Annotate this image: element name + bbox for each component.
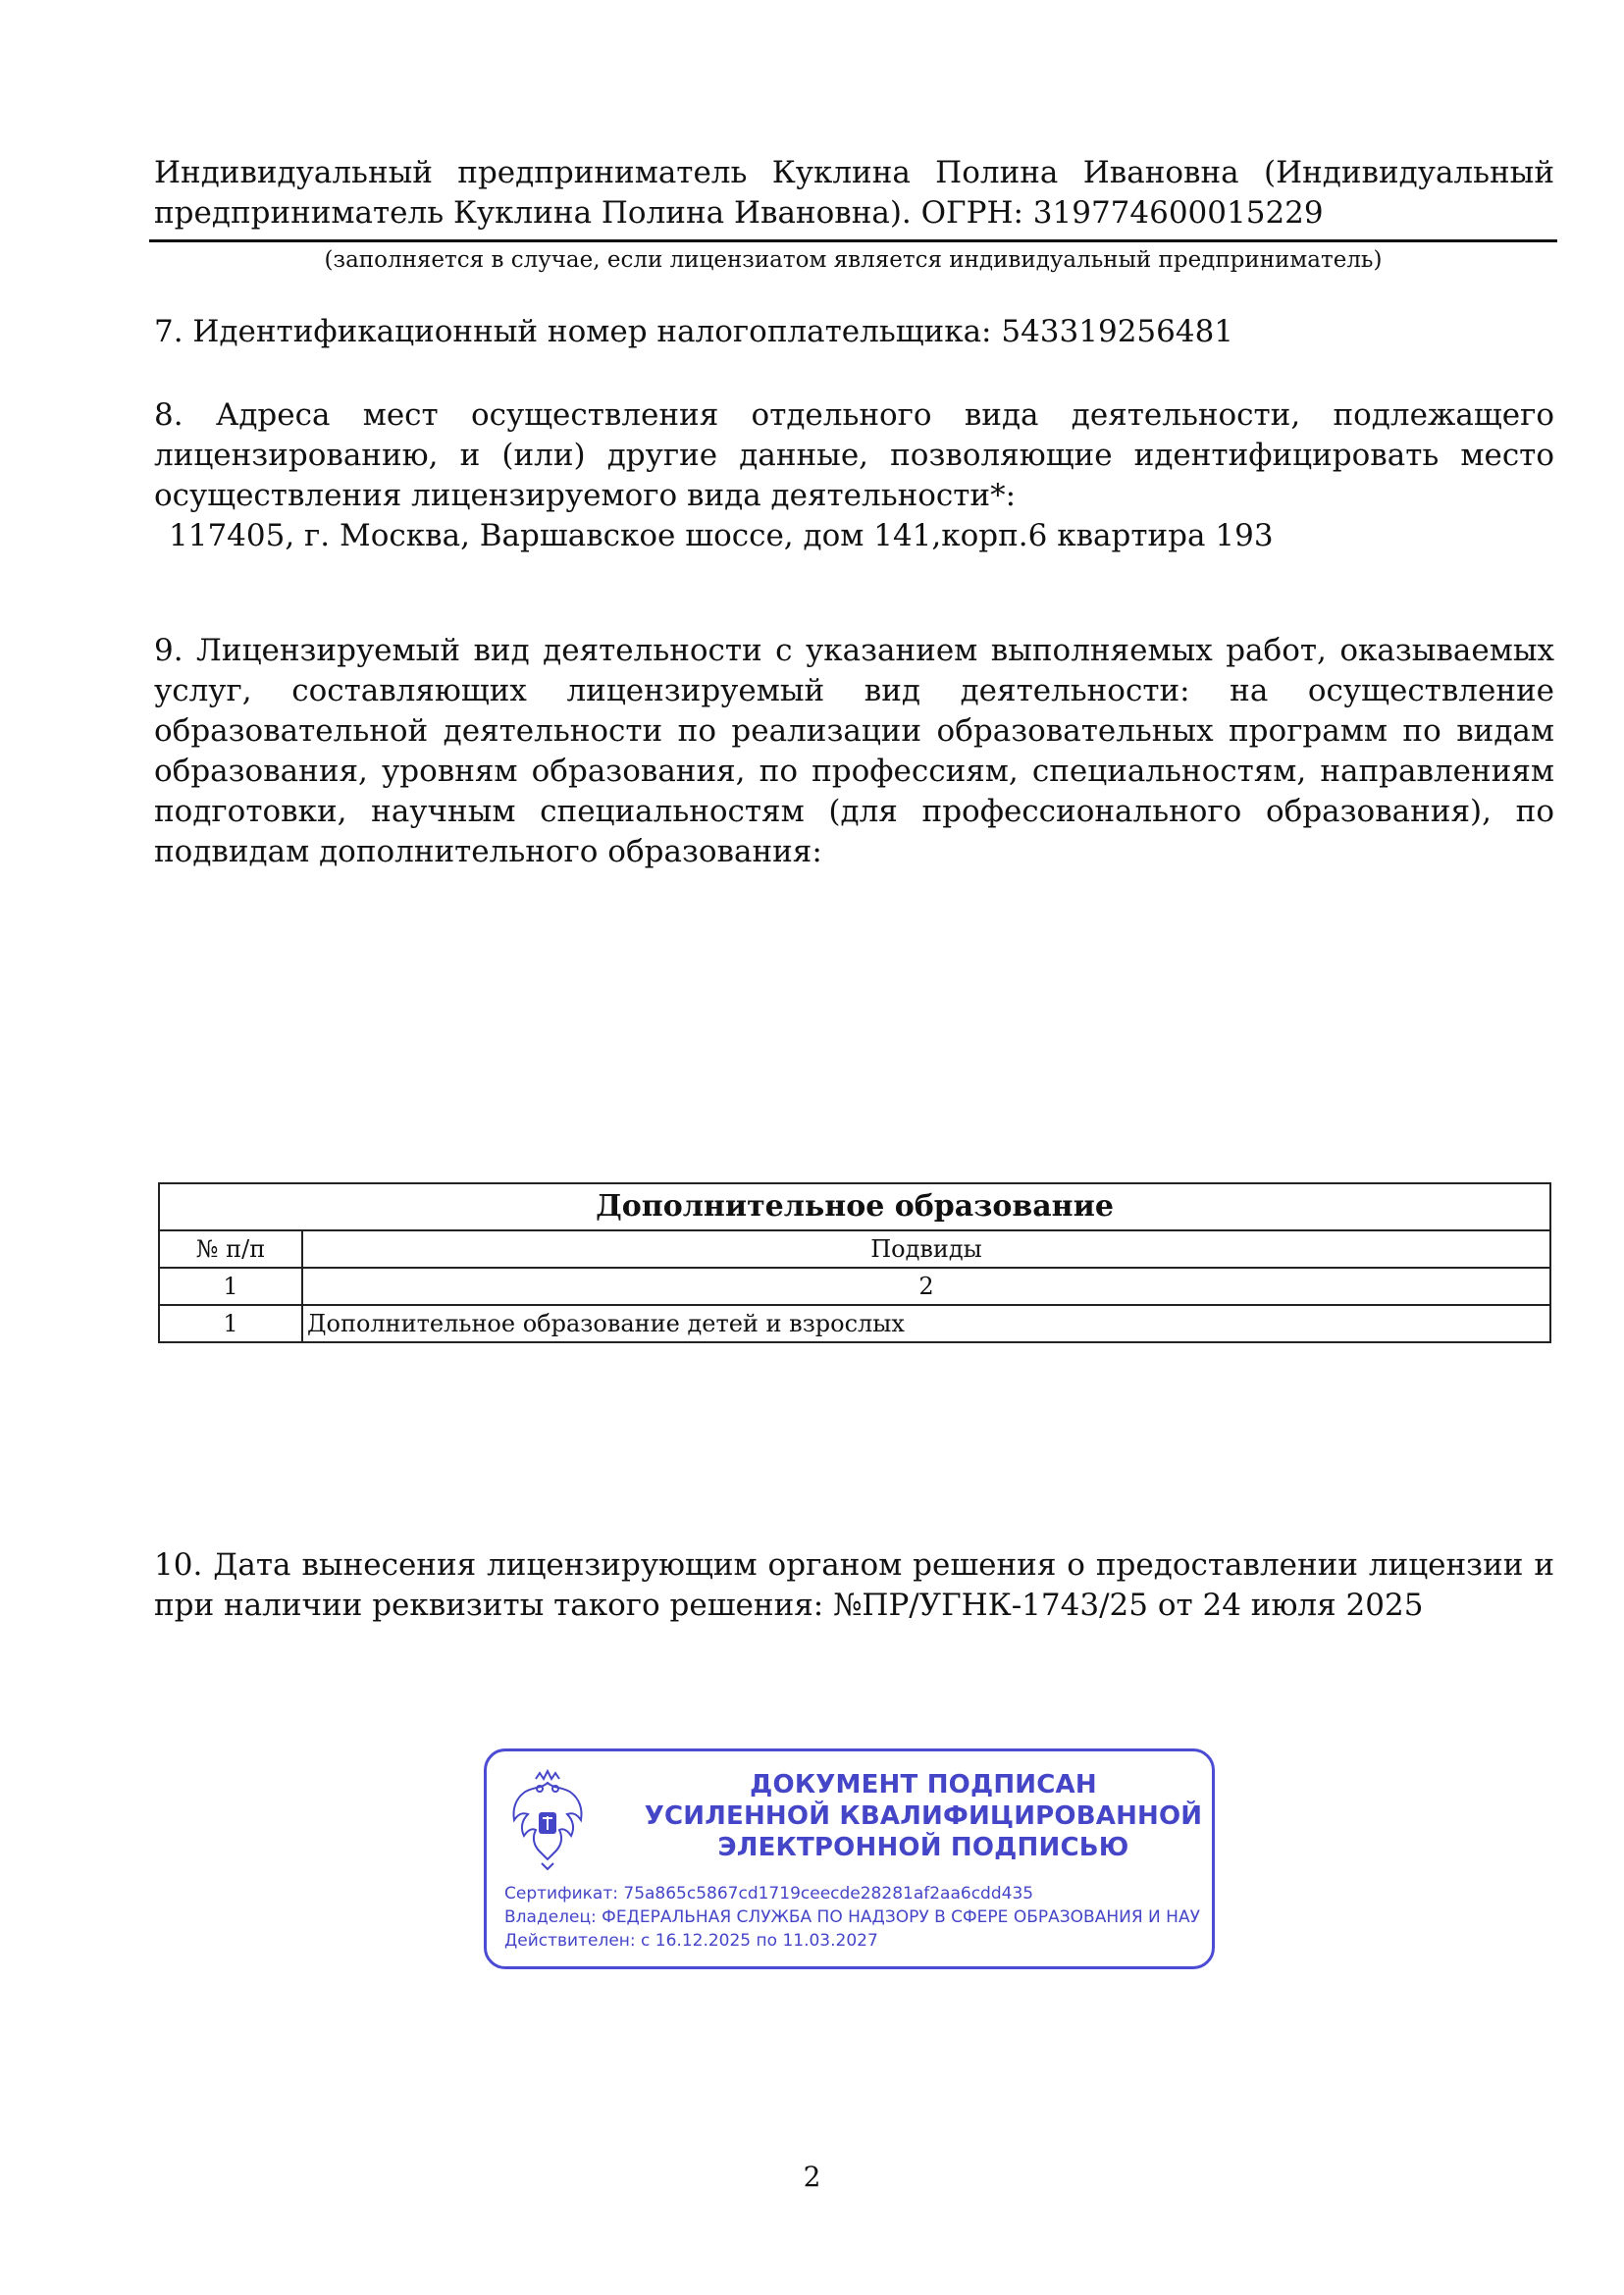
table-title: Дополнительное образование (159, 1183, 1550, 1230)
index-num: 1 (159, 1268, 302, 1305)
table-header-row (159, 1230, 1550, 1268)
table-row (159, 1305, 1550, 1342)
stamp-valid: Действителен: с 16.12.2025 по 11.03.2027 (504, 1931, 878, 1951)
e-signature-stamp (484, 1748, 1215, 1969)
licensee-note: (заполняется в случае, если лицензиатом является индивидуальный предприниматель) (324, 247, 1383, 273)
section10-line-2: при наличии реквизиты такого решения: №ПР/УГНК-1743/25 от 24 июля 2025 (154, 1588, 1424, 1623)
section9-line-3: образовательной деятельности по реализации образовательных программ по видам (154, 713, 1554, 749)
licensee-line-1: Индивидуальный предприниматель Куклина Полина Ивановна (Индивидуальный (154, 155, 1554, 190)
index-name: 2 (302, 1268, 1550, 1305)
table-title-row (159, 1183, 1550, 1230)
stamp-certificate: Сертификат: 75a865c5867cd1719ceecde28281af2aa6cdd435 (504, 1884, 1034, 1904)
table-index-row (159, 1268, 1550, 1305)
licensee-underline (149, 239, 1557, 242)
section8-line-1: 8. Адреса мест осуществления отдельного вида деятельности, подлежащего (154, 397, 1554, 433)
stamp-title-line-1: ДОКУМЕНТ ПОДПИСАН (750, 1770, 1097, 1799)
stamp-title (634, 1769, 1213, 1863)
stamp-owner: Владелец: ФЕДЕРАЛЬНАЯ СЛУЖБА ПО НАДЗОРУ В СФЕРЕ ОБРАЗОВАНИЯ И НАУ (504, 1907, 1200, 1927)
header-name: Подвиды (302, 1230, 1550, 1268)
activity-address: 117405, г. Москва, Варшавское шоссе, дом 141,корп.6 квартира 193 (169, 518, 1274, 553)
licensee-line-2: предприниматель Куклина Полина Ивановна). ОГРН: 319774600015229 (154, 195, 1324, 231)
row-name: Дополнительное образование детей и взрослых (302, 1305, 1550, 1342)
page-number: 2 (803, 2161, 821, 2193)
section8-line-2: лицензированию, и (или) другие данные, позволяющие идентифицировать место (154, 438, 1554, 473)
education-table (158, 1182, 1551, 1343)
section9-line-5: подготовки, научным специальностям (для профессионального образования), по (154, 794, 1554, 829)
section9-line-2: услуг, составляющих лицензируемый вид деятельности: на осуществление (154, 673, 1554, 708)
section8-line-3: осуществления лицензируемого вида деятельности*: (154, 478, 1017, 513)
inn-line: 7. Идентификационный номер налогоплательщика: 543319256481 (154, 314, 1234, 349)
section10-line-1: 10. Дата вынесения лицензирующим органом решения о предоставлении лицензии и (154, 1547, 1554, 1583)
section9-line-1: 9. Лицензируемый вид деятельности с указанием выполняемых работ, оказываемых (154, 633, 1554, 668)
header-num: № п/п (159, 1230, 302, 1268)
row-num: 1 (159, 1305, 302, 1342)
section9-line-6: подвидам дополнительного образования: (154, 834, 822, 869)
stamp-title-line-2: УСИЛЕННОЙ КВАЛИФИЦИРОВАННОЙ (644, 1801, 1203, 1831)
coat-of-arms-icon (502, 1769, 593, 1871)
section9-line-4: образования, уровням образования, по профессиям, специальностям, направлениям (154, 754, 1554, 789)
stamp-title-line-3: ЭЛЕКТРОННОЙ ПОДПИСЬЮ (717, 1833, 1129, 1862)
